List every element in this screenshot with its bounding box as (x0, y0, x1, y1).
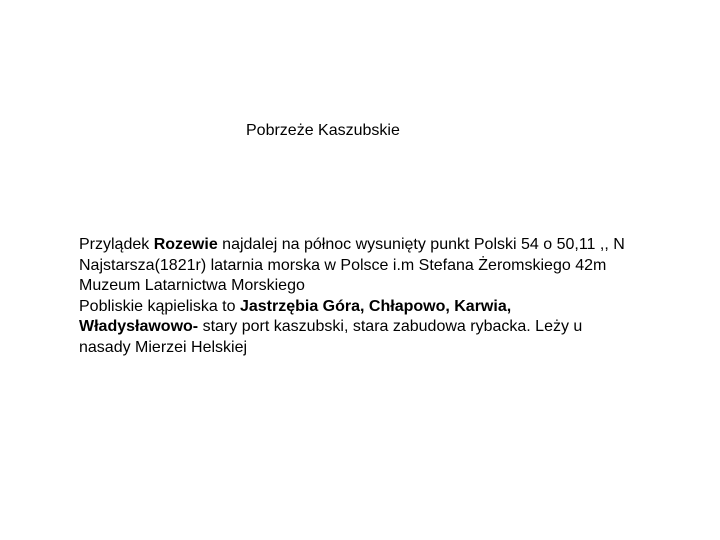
text-line-museum: Muzeum Latarnictwa Morskiego (79, 277, 305, 294)
text-line-lighthouse: Najstarsza(1821r) latarnia morska w Polsce i.m Stefana Żeromskiego 42m (79, 256, 607, 274)
bold-term-beaches: Jastrzębia Góra, Chłapowo, Karwia, (239, 297, 512, 315)
bold-term-wladyslawowo: Władysławowo- (79, 318, 199, 335)
text-segment: Przylądek (79, 236, 154, 253)
text-segment: Pobliskie kąpieliska to (79, 297, 240, 315)
text-line-rozewie (79, 235, 709, 256)
text-segment: najdalej na północ wysunięty punkt Polski 54 o 50,11 ,, N (217, 236, 625, 253)
text-line-hel: nasady Mierzei Helskiej (79, 338, 248, 356)
text-segment: stary port kaszubski, stara zabudowa rybacka. Leży u (198, 318, 583, 335)
bold-term-rozewie: Rozewie (153, 236, 218, 253)
text-line-wladyslawowo (79, 317, 709, 338)
text-line-beaches (79, 297, 709, 318)
slide-title: Pobrzeże Kaszubskie (246, 122, 400, 139)
slide-body-text (79, 235, 709, 358)
